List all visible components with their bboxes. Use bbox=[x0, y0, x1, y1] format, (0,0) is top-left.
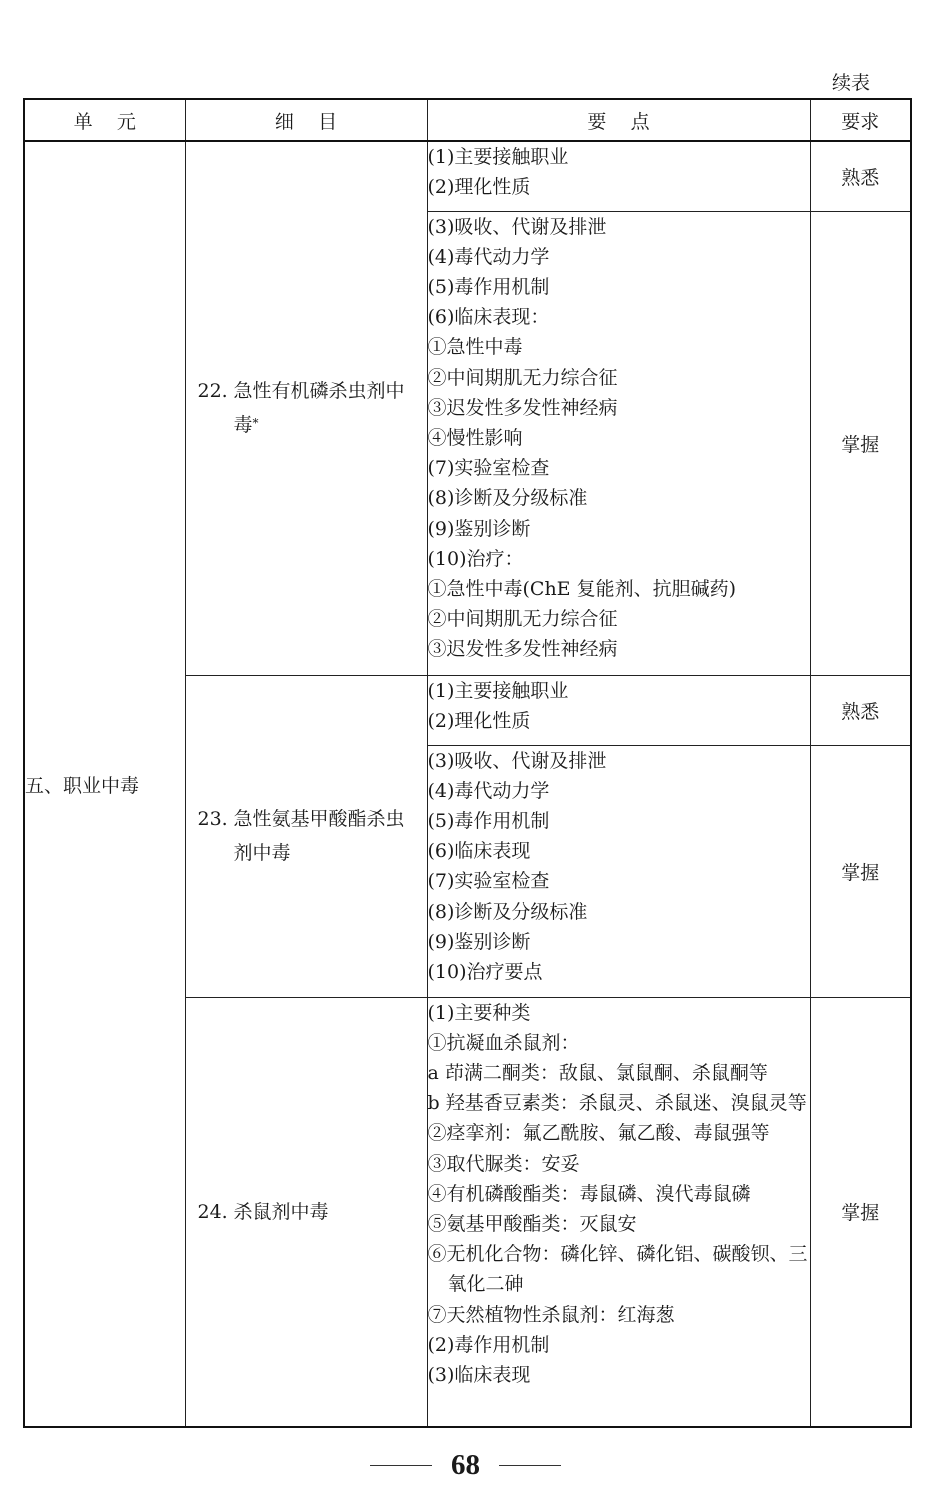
point-item: (5)毒作用机制 bbox=[427, 275, 550, 298]
point-item: (2)理化性质 bbox=[427, 709, 531, 732]
point-item: ②中间期肌无力综合征 bbox=[427, 366, 618, 389]
points-cell bbox=[427, 745, 810, 997]
point-item: ③迟发性多发性神经病 bbox=[427, 638, 618, 661]
point-item: (6)临床表现： bbox=[427, 306, 550, 329]
point-item: ①急性中毒(ChE 复能剂、抗胆碱药) bbox=[427, 577, 737, 600]
point-item: ⑦天然植物性杀鼠剂：红海葱 bbox=[427, 1303, 675, 1326]
table-row bbox=[24, 141, 911, 211]
point-item: (9)鉴别诊断 bbox=[427, 517, 531, 540]
header-points: 要 点 bbox=[427, 99, 810, 141]
point-item: ②中间期肌无力综合征 bbox=[427, 608, 618, 631]
point-item: ④有机磷酸酯类：毒鼠磷、溴代毒鼠磷 bbox=[427, 1182, 751, 1205]
point-item: ⑤氨基甲酸酯类：灭鼠安 bbox=[427, 1212, 637, 1235]
point-item: (4)毒代动力学 bbox=[427, 245, 550, 268]
point-item: ③取代脲类：安妥 bbox=[427, 1152, 580, 1175]
points-cell bbox=[427, 141, 810, 211]
requirement-cell: 掌握 bbox=[810, 745, 911, 997]
point-item: ④慢性影响 bbox=[427, 426, 523, 449]
requirement-cell: 掌握 bbox=[810, 211, 911, 675]
point-item: (1)主要接触职业 bbox=[427, 146, 569, 168]
point-item: ①急性中毒 bbox=[427, 336, 523, 359]
page-number: 68 bbox=[451, 1449, 480, 1481]
point-item: ③迟发性多发性神经病 bbox=[427, 396, 618, 419]
unit-label: 五、职业中毒 bbox=[25, 774, 140, 797]
point-item: ②痉挛剂：氟乙酰胺、氟乙酸、毒鼠强等 bbox=[427, 1122, 770, 1145]
footer-rule-right bbox=[499, 1465, 561, 1466]
point-item: (3)临床表现 bbox=[427, 1363, 531, 1386]
requirement-cell: 熟悉 bbox=[810, 141, 911, 211]
point-item: (10)治疗： bbox=[427, 547, 524, 570]
requirement-cell: 熟悉 bbox=[810, 675, 911, 745]
item-cell-24 bbox=[185, 997, 427, 1427]
point-item: (9)鉴别诊断 bbox=[427, 930, 531, 953]
point-item: (4)毒代动力学 bbox=[427, 779, 550, 802]
point-item: (10)治疗要点 bbox=[427, 960, 543, 983]
point-item: (5)毒作用机制 bbox=[427, 809, 550, 832]
item-number: 23. bbox=[197, 808, 228, 830]
header-requirement: 要求 bbox=[810, 99, 911, 141]
point-item: a 茚满二酮类：敌鼠、氯鼠酮、杀鼠酮等 bbox=[427, 1061, 768, 1084]
points-cell bbox=[427, 997, 810, 1427]
item-number: 24. bbox=[197, 1200, 228, 1223]
item-cell-23 bbox=[185, 675, 427, 997]
footer-rule-left bbox=[370, 1465, 432, 1466]
table-header-row bbox=[24, 99, 911, 141]
item-name: 急性氨基甲酸酯杀虫剂中毒 bbox=[233, 808, 405, 864]
unit-cell bbox=[24, 141, 185, 1427]
header-item: 细 目 bbox=[185, 99, 427, 141]
point-item: (3)吸收、代谢及排泄 bbox=[427, 215, 607, 238]
item-cell-22 bbox=[185, 141, 427, 675]
header-unit: 单 元 bbox=[24, 99, 185, 141]
point-item: (2)理化性质 bbox=[427, 176, 531, 199]
item-number: 22. bbox=[197, 380, 228, 403]
point-item: ①抗凝血杀鼠剂： bbox=[427, 1031, 580, 1054]
point-item: (7)实验室检查 bbox=[427, 870, 550, 893]
point-item: b 羟基香豆素类：杀鼠灵、杀鼠迷、溴鼠灵等 bbox=[427, 1092, 807, 1115]
point-item: (3)吸收、代谢及排泄 bbox=[427, 749, 607, 772]
item-name: 杀鼠剂中毒 bbox=[233, 1200, 329, 1223]
point-item: (2)毒作用机制 bbox=[427, 1333, 550, 1356]
point-item: (1)主要种类 bbox=[427, 1001, 531, 1024]
requirement-cell: 掌握 bbox=[810, 997, 911, 1427]
continued-label: 续表 bbox=[832, 72, 871, 94]
page-footer bbox=[0, 1449, 931, 1482]
point-item: (8)诊断及分级标准 bbox=[427, 900, 588, 923]
point-item: (6)临床表现 bbox=[427, 840, 531, 863]
item-name: 急性有机磷杀虫剂中毒 bbox=[233, 380, 405, 437]
point-item: (7)实验室检查 bbox=[427, 457, 550, 480]
point-item: (8)诊断及分级标准 bbox=[427, 487, 588, 510]
point-item: ⑥无机化合物：磷化锌、磷化铝、碳酸钡、三氧化二砷 bbox=[427, 1243, 808, 1296]
points-cell bbox=[427, 675, 810, 745]
syllabus-table bbox=[23, 98, 912, 1428]
point-item: (1)主要接触职业 bbox=[427, 679, 569, 702]
points-cell bbox=[427, 211, 810, 675]
item-note: * bbox=[252, 416, 259, 431]
